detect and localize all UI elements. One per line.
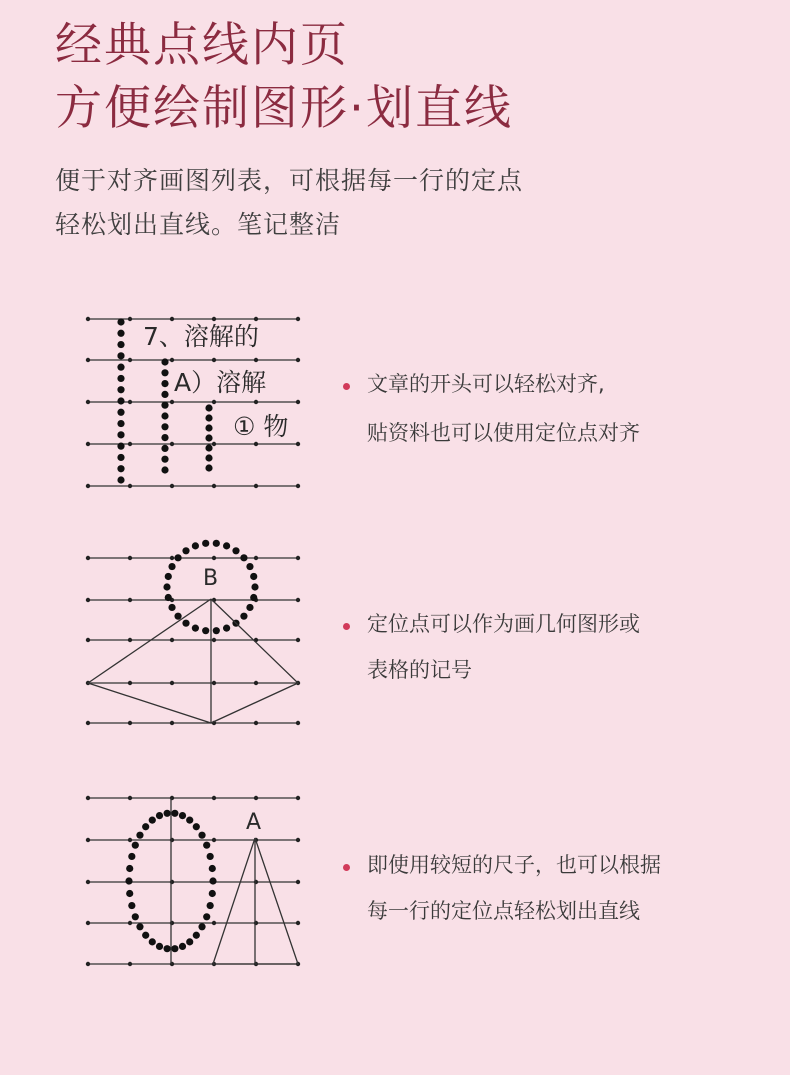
- grid-dot: [86, 484, 90, 488]
- outline-dot: [198, 832, 205, 839]
- description-line-2: 轻松划出直线。笔记整洁: [55, 210, 342, 239]
- outline-dot: [142, 823, 149, 830]
- grid-dot: [128, 796, 132, 800]
- outline-dot: [165, 573, 172, 580]
- grid-dot: [254, 317, 258, 321]
- grid-dot: [212, 317, 216, 321]
- grid-dot: [86, 442, 90, 446]
- guide-dot: [117, 409, 124, 416]
- point-b-label: B: [203, 566, 219, 591]
- grid-dot: [86, 358, 90, 362]
- guide-dot: [161, 412, 168, 419]
- grid-dot: [128, 358, 132, 362]
- description-line-1: 便于对齐画图列表，可根据每一行的定点: [55, 166, 524, 195]
- outline-dot: [128, 902, 135, 909]
- guide-dot: [161, 380, 168, 387]
- bullet-text-line-1: 文章的开头可以轻松对齐,: [367, 372, 605, 396]
- bullet-text-line-1: 即使用较短的尺子，也可以根据: [367, 853, 661, 877]
- guide-dot: [117, 330, 124, 337]
- guide-dot: [117, 476, 124, 483]
- point-a-label: A: [246, 810, 262, 835]
- outline-dot: [142, 932, 149, 939]
- straight-line-example-figure: [0, 780, 320, 980]
- guide-dot: [117, 386, 124, 393]
- alignment-example-figure: [0, 310, 320, 510]
- grid-dot: [296, 921, 300, 925]
- guide-dot: [161, 466, 168, 473]
- guide-dot: [205, 424, 212, 431]
- grid-dot: [128, 962, 132, 966]
- outline-dot: [207, 853, 214, 860]
- outline-dot: [149, 817, 156, 824]
- grid-dot: [212, 681, 216, 685]
- grid-dot: [86, 838, 90, 842]
- bullet-text-line-1: 定位点可以作为画几何图形或: [367, 612, 640, 636]
- outline-dot: [193, 932, 200, 939]
- grid-dot: [170, 681, 174, 685]
- outline-dot: [165, 594, 172, 601]
- guide-dot: [205, 454, 212, 461]
- guide-dot: [161, 445, 168, 452]
- grid-dot: [86, 880, 90, 884]
- outline-dot: [250, 573, 257, 580]
- guide-dot: [117, 397, 124, 404]
- grid-dot: [296, 484, 300, 488]
- guide-dot: [117, 375, 124, 382]
- outline-dot: [186, 938, 193, 945]
- outline-dot: [203, 842, 210, 849]
- outline-dot: [126, 865, 133, 872]
- outline-dot: [213, 540, 220, 547]
- outline-dot: [213, 627, 220, 634]
- guide-dot: [117, 318, 124, 325]
- outline-dot: [179, 943, 186, 950]
- bullet-dot-icon: [343, 383, 350, 390]
- grid-dot: [128, 921, 132, 925]
- grid-dot: [254, 358, 258, 362]
- outline-dot: [125, 877, 132, 884]
- guide-dot: [161, 456, 168, 463]
- outline-dot: [136, 832, 143, 839]
- grid-dot: [296, 721, 300, 725]
- feature-bullet-straight-lines: [343, 855, 773, 935]
- guide-dot: [161, 391, 168, 398]
- grid-dot: [86, 400, 90, 404]
- grid-dot: [86, 556, 90, 560]
- outline-dot: [192, 625, 199, 632]
- outline-dot: [149, 938, 156, 945]
- grid-dot: [170, 638, 174, 642]
- outline-dot: [203, 913, 210, 920]
- grid-dot: [170, 317, 174, 321]
- bullet-text-line-2: 贴资料也可以使用定位点对齐: [367, 421, 640, 445]
- outline-dot: [209, 865, 216, 872]
- grid-dot: [170, 358, 174, 362]
- example-heading-text: 7、溶解的: [143, 322, 259, 351]
- outline-dot: [198, 923, 205, 930]
- outline-dot: [240, 554, 247, 561]
- grid-dot: [128, 681, 132, 685]
- outline-dot: [182, 620, 189, 627]
- outline-dot: [223, 542, 230, 549]
- guide-dot: [117, 431, 124, 438]
- outline-dot: [164, 945, 171, 952]
- outline-dot: [246, 563, 253, 570]
- grid-dot: [86, 317, 90, 321]
- outline-dot: [232, 547, 239, 554]
- guide-dot: [117, 341, 124, 348]
- guide-dot: [117, 465, 124, 472]
- grid-dot: [212, 796, 216, 800]
- grid-dot: [254, 484, 258, 488]
- grid-dot: [212, 358, 216, 362]
- grid-dot: [254, 442, 258, 446]
- grid-dot: [212, 442, 216, 446]
- outline-dot: [193, 823, 200, 830]
- grid-dot: [86, 638, 90, 642]
- grid-dot: [296, 838, 300, 842]
- grid-dot: [170, 484, 174, 488]
- bullet-dot-icon: [343, 623, 350, 630]
- kite-outline: [88, 599, 298, 723]
- grid-dot: [296, 400, 300, 404]
- grid-dot: [254, 721, 258, 725]
- outline-dot: [179, 812, 186, 819]
- outline-dot: [132, 842, 139, 849]
- guide-dot: [117, 364, 124, 371]
- example-subheading-text: A）溶解: [174, 368, 267, 397]
- grid-dot: [128, 400, 132, 404]
- grid-dot: [254, 400, 258, 404]
- outline-dot: [209, 877, 216, 884]
- dotted-ellipse-and-triangle-illustration: [0, 780, 320, 980]
- guide-dot: [117, 443, 124, 450]
- grid-dot: [296, 638, 300, 642]
- outline-dot: [250, 594, 257, 601]
- grid-dot: [86, 796, 90, 800]
- outline-dot: [202, 627, 209, 634]
- dotted-circle-and-kite-illustration: [0, 535, 320, 735]
- feature-bullet-alignment: [343, 374, 773, 454]
- page-title-line-1: 经典点线内页: [55, 18, 349, 73]
- outline-dot: [164, 810, 171, 817]
- grid-dot: [128, 484, 132, 488]
- grid-dot: [212, 921, 216, 925]
- bullet-text-line-2: 表格的记号: [367, 658, 472, 682]
- grid-dot: [254, 556, 258, 560]
- grid-dot: [128, 556, 132, 560]
- grid-dot: [212, 484, 216, 488]
- grid-dot: [86, 921, 90, 925]
- outline-dot: [132, 913, 139, 920]
- feature-bullet-geometry: [343, 614, 773, 694]
- grid-dot: [296, 598, 300, 602]
- grid-dot: [296, 880, 300, 884]
- grid-dot: [170, 721, 174, 725]
- guide-dot: [161, 358, 168, 365]
- outline-dot: [156, 943, 163, 950]
- grid-dot: [128, 638, 132, 642]
- guide-dot: [161, 402, 168, 409]
- guide-dot: [205, 464, 212, 471]
- grid-dot: [212, 400, 216, 404]
- guide-dot: [205, 414, 212, 421]
- grid-dot: [86, 962, 90, 966]
- guide-dot: [205, 434, 212, 441]
- grid-dot: [128, 598, 132, 602]
- outline-dot: [240, 613, 247, 620]
- outline-dot: [174, 554, 181, 561]
- outline-dot: [156, 812, 163, 819]
- outline-dot: [251, 583, 258, 590]
- outline-dot: [168, 604, 175, 611]
- grid-dot: [296, 796, 300, 800]
- grid-dot: [296, 442, 300, 446]
- grid-dot: [170, 442, 174, 446]
- guide-dot: [161, 434, 168, 441]
- outline-dot: [182, 547, 189, 554]
- outline-dot: [223, 625, 230, 632]
- grid-dot: [128, 442, 132, 446]
- page-title-line-2: 方便绘制图形·划直线: [55, 81, 513, 136]
- outline-dot: [136, 923, 143, 930]
- outline-dot: [171, 810, 178, 817]
- outline-dot: [126, 890, 133, 897]
- grid-dot: [86, 598, 90, 602]
- outline-dot: [174, 613, 181, 620]
- outline-dot: [192, 542, 199, 549]
- grid-dot: [170, 556, 174, 560]
- grid-dot: [128, 838, 132, 842]
- grid-dot: [86, 721, 90, 725]
- outline-dot: [163, 583, 170, 590]
- grid-dot: [212, 638, 216, 642]
- grid-dot: [128, 721, 132, 725]
- guide-dot: [161, 369, 168, 376]
- outline-dot: [128, 853, 135, 860]
- grid-dot: [254, 796, 258, 800]
- grid-dot: [296, 358, 300, 362]
- bullet-dot-icon: [343, 864, 350, 871]
- grid-dot: [254, 681, 258, 685]
- grid-dot: [128, 317, 132, 321]
- outline-dot: [168, 563, 175, 570]
- outline-dot: [202, 540, 209, 547]
- outline-dot: [246, 604, 253, 611]
- geometry-example-figure: [0, 535, 320, 735]
- outline-dot: [186, 817, 193, 824]
- example-item-text: ① 物: [233, 412, 289, 441]
- grid-dot: [212, 838, 216, 842]
- outline-dot: [209, 890, 216, 897]
- bullet-text-line-2: 每一行的定位点轻松划出直线: [367, 899, 640, 923]
- guide-dot: [117, 454, 124, 461]
- grid-dot: [170, 400, 174, 404]
- guide-dot: [205, 404, 212, 411]
- grid-dot: [296, 556, 300, 560]
- guide-dot: [117, 352, 124, 359]
- guide-dot: [161, 423, 168, 430]
- guide-dot: [205, 444, 212, 451]
- grid-dot: [296, 317, 300, 321]
- outline-dot: [171, 945, 178, 952]
- grid-dot: [212, 556, 216, 560]
- guide-dot: [117, 420, 124, 427]
- outline-dot: [207, 902, 214, 909]
